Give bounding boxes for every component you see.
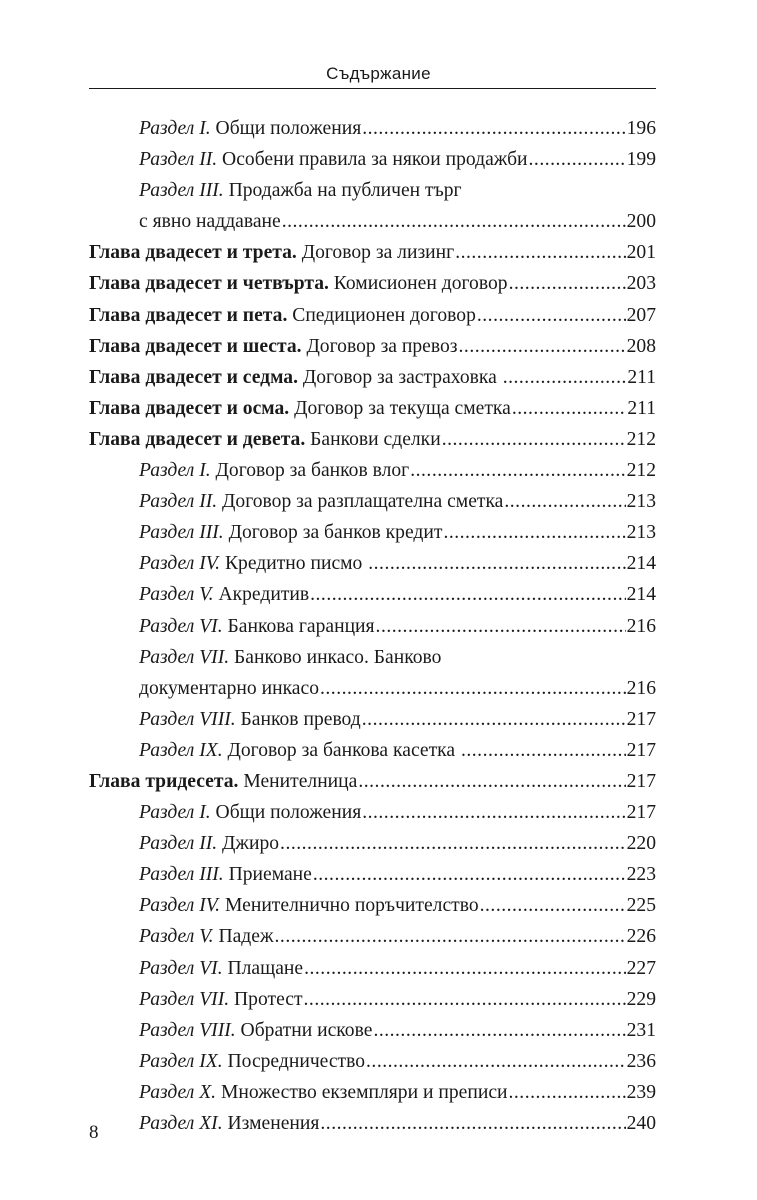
toc-entry-label bbox=[139, 486, 503, 517]
toc-section-number: Раздел V. bbox=[139, 926, 214, 948]
toc-chapter-number: Глава двадесет и седма. bbox=[89, 366, 298, 388]
toc-entry-title: Банкова гаранция bbox=[222, 615, 375, 637]
toc-entry-label bbox=[139, 1046, 365, 1077]
toc-chapter-row bbox=[89, 393, 656, 424]
toc-section-number: Раздел VII. bbox=[139, 646, 230, 668]
toc-page-number: 211 bbox=[627, 397, 656, 419]
toc-page-number: 196 bbox=[626, 118, 656, 139]
toc-section-row bbox=[89, 486, 656, 517]
toc-page-number: 220 bbox=[626, 833, 656, 855]
toc-section-number: Раздел VIII. bbox=[139, 708, 236, 730]
toc-chapter-row bbox=[89, 237, 656, 268]
toc-leader-dots bbox=[509, 268, 626, 299]
toc-entry-title: Акредитив bbox=[213, 584, 310, 606]
toc-entry-label bbox=[139, 890, 479, 921]
toc-leader-dots bbox=[368, 548, 625, 579]
toc-leader-dots bbox=[459, 331, 626, 362]
toc-entry-label bbox=[139, 1077, 508, 1108]
toc-section-row bbox=[89, 611, 656, 642]
toc-page-number: 223 bbox=[626, 864, 656, 886]
toc-leader-dots bbox=[461, 735, 626, 766]
toc-leader-dots bbox=[362, 704, 626, 735]
toc-page-number: 208 bbox=[626, 335, 656, 357]
toc-section-number: Раздел V. bbox=[139, 584, 214, 606]
toc-leader-dots bbox=[455, 237, 625, 268]
toc-chapter-number: Глава двадесет и пета. bbox=[89, 304, 288, 326]
toc-entry-label bbox=[139, 1015, 372, 1046]
toc-page-number: 207 bbox=[626, 304, 656, 326]
toc-entry-title: с явно наддаване bbox=[139, 211, 281, 233]
running-header-title: Съдържание bbox=[326, 64, 431, 83]
toc-entry-title: Особени правила за някои продажби bbox=[217, 149, 528, 171]
toc-chapter-number: Глава тридесета. bbox=[89, 770, 239, 792]
toc-leader-dots bbox=[512, 393, 627, 424]
toc-page-number: 240 bbox=[626, 1113, 656, 1134]
toc-entry-label bbox=[139, 797, 361, 828]
toc-entry-title: Изменения bbox=[222, 1113, 320, 1134]
toc-section-row bbox=[89, 859, 656, 890]
toc-entry-title: Обратни искове bbox=[235, 1019, 373, 1041]
toc-section-row bbox=[89, 144, 656, 175]
toc-page-number: 214 bbox=[626, 584, 656, 606]
toc-page-number: 213 bbox=[626, 522, 656, 544]
toc-entry-label bbox=[139, 1108, 319, 1139]
toc-page-number: 201 bbox=[626, 242, 656, 264]
toc-page-number: 216 bbox=[626, 677, 656, 699]
toc-section-number: Раздел VI. bbox=[139, 957, 223, 979]
toc-page-number: 226 bbox=[626, 926, 656, 948]
toc-entry-title: Договор за разплащателна сметка bbox=[217, 491, 504, 513]
toc-section-number: Раздел X. bbox=[139, 1081, 217, 1103]
toc-entry-label bbox=[139, 579, 309, 610]
toc-section-row bbox=[89, 517, 656, 548]
toc-section-number: Раздел I. bbox=[139, 802, 211, 824]
toc-entry-label bbox=[89, 766, 357, 797]
toc-section-row bbox=[89, 113, 656, 144]
toc-entry-label bbox=[139, 642, 441, 673]
toc-chapter-row bbox=[89, 766, 656, 797]
toc-page-number: 227 bbox=[626, 957, 656, 979]
toc-section-number: Раздел IV. bbox=[139, 553, 221, 575]
toc-entry-label bbox=[89, 393, 511, 424]
page-number: 8 bbox=[89, 1122, 99, 1143]
toc-section-number: Раздел II. bbox=[139, 833, 218, 855]
toc-entry-label bbox=[89, 268, 508, 299]
toc-entry-title: Менителнично поръчителство bbox=[220, 895, 479, 917]
toc-page-number: 199 bbox=[626, 149, 656, 171]
toc-entry-label bbox=[139, 517, 442, 548]
toc-leader-dots bbox=[504, 486, 625, 517]
toc-chapter-number: Глава двадесет и четвърта. bbox=[89, 273, 329, 295]
toc-entry-title: Договор за банкова касетка bbox=[222, 739, 460, 761]
toc-page-number: 217 bbox=[626, 708, 656, 730]
table-of-contents bbox=[89, 113, 656, 1139]
toc-leader-dots bbox=[410, 455, 625, 486]
toc-entry-title: Общи положения bbox=[210, 118, 362, 139]
toc-section-number: Раздел II. bbox=[139, 491, 218, 513]
toc-section-row bbox=[89, 1108, 656, 1139]
toc-entry-label bbox=[89, 237, 454, 268]
toc-section-number: Раздел XI. bbox=[139, 1113, 223, 1134]
toc-section-row bbox=[89, 455, 656, 486]
toc-section-number: Раздел IV. bbox=[139, 895, 221, 917]
toc-page-number: 212 bbox=[626, 428, 656, 450]
toc-entry-title: Падеж bbox=[213, 926, 274, 948]
toc-page-number: 217 bbox=[626, 802, 656, 824]
toc-leader-dots bbox=[304, 984, 626, 1015]
toc-leader-dots bbox=[503, 362, 627, 393]
toc-page-number: 216 bbox=[626, 615, 656, 637]
toc-entry-label bbox=[89, 424, 441, 455]
toc-entry-title: Менителница bbox=[238, 770, 358, 792]
toc-leader-dots bbox=[529, 144, 626, 175]
toc-entry-title: Договор за лизинг bbox=[296, 242, 455, 264]
toc-leader-dots bbox=[362, 113, 625, 144]
toc-entry-label bbox=[89, 300, 476, 331]
header-rule bbox=[89, 88, 656, 89]
toc-section-row bbox=[89, 175, 656, 206]
toc-page-number: 213 bbox=[626, 491, 656, 513]
toc-entry-title: Протест bbox=[229, 988, 303, 1010]
toc-entry-title: Банкови сделки bbox=[305, 428, 441, 450]
toc-entry-label bbox=[139, 113, 361, 144]
toc-leader-dots bbox=[509, 1077, 626, 1108]
toc-section-row bbox=[89, 984, 656, 1015]
toc-entry-title: документарно инкасо bbox=[139, 677, 319, 699]
toc-entry-title: Договор за текуща сметка bbox=[289, 397, 511, 419]
toc-entry-title: Банково инкасо. Банково bbox=[229, 646, 442, 668]
toc-chapter-row bbox=[89, 268, 656, 299]
toc-leader-dots bbox=[358, 766, 625, 797]
toc-entry-title: Комисионен договор bbox=[328, 273, 508, 295]
toc-section-number: Раздел VIII. bbox=[139, 1019, 236, 1041]
toc-entry-title: Договор за банков кредит bbox=[223, 522, 443, 544]
toc-entry-title: Спедиционен договор bbox=[287, 304, 476, 326]
toc-page-number: 236 bbox=[626, 1050, 656, 1072]
toc-entry-label bbox=[89, 331, 458, 362]
toc-entry-label bbox=[139, 175, 462, 206]
toc-section-row bbox=[89, 797, 656, 828]
toc-leader-dots bbox=[477, 300, 626, 331]
toc-section-number: Раздел I. bbox=[139, 118, 211, 139]
toc-leader-dots bbox=[362, 797, 625, 828]
toc-section-number: Раздел I. bbox=[139, 460, 211, 482]
toc-page-number: 212 bbox=[626, 460, 656, 482]
toc-entry-label bbox=[139, 673, 319, 704]
toc-chapter-number: Глава двадесет и трета. bbox=[89, 242, 297, 264]
toc-entry-label bbox=[139, 206, 281, 237]
toc-chapter-row bbox=[89, 331, 656, 362]
toc-entry-label bbox=[89, 362, 502, 393]
toc-entry-title: Договор за банков влог bbox=[210, 460, 410, 482]
toc-section-number: Раздел IX. bbox=[139, 739, 223, 761]
toc-entry-title: Множество екземпляри и преписи bbox=[216, 1081, 508, 1103]
toc-leader-dots bbox=[320, 673, 626, 704]
toc-section-number: Раздел III. bbox=[139, 864, 224, 886]
toc-section-row bbox=[89, 953, 656, 984]
toc-chapter-number: Глава двадесет и осма. bbox=[89, 397, 290, 419]
toc-entry-title: Кредитно писмо bbox=[220, 553, 368, 575]
toc-entry-label bbox=[139, 828, 279, 859]
toc-section-number: Раздел III. bbox=[139, 180, 224, 202]
toc-leader-dots bbox=[442, 424, 626, 455]
toc-section-row bbox=[89, 828, 656, 859]
toc-section-row bbox=[89, 642, 656, 673]
toc-section-row bbox=[89, 704, 656, 735]
toc-section-number: Раздел IX. bbox=[139, 1050, 223, 1072]
toc-entry-label bbox=[139, 548, 367, 579]
toc-section-number: Раздел II. bbox=[139, 149, 218, 171]
toc-page-number: 225 bbox=[626, 895, 656, 917]
toc-section-row bbox=[89, 206, 656, 237]
toc-section-row bbox=[89, 890, 656, 921]
toc-section-row bbox=[89, 1046, 656, 1077]
toc-entry-title: Договор за превоз bbox=[301, 335, 458, 357]
toc-leader-dots bbox=[320, 1108, 625, 1139]
toc-entry-label bbox=[139, 921, 274, 952]
toc-section-row bbox=[89, 921, 656, 952]
toc-leader-dots bbox=[304, 953, 626, 984]
toc-leader-dots bbox=[310, 579, 625, 610]
toc-section-number: Раздел III. bbox=[139, 522, 224, 544]
toc-page-number: 217 bbox=[626, 770, 656, 792]
toc-entry-title: Банков превод bbox=[235, 708, 361, 730]
toc-entry-label bbox=[139, 859, 312, 890]
toc-page-number: 229 bbox=[626, 988, 656, 1010]
toc-entry-label bbox=[139, 735, 460, 766]
toc-section-row bbox=[89, 548, 656, 579]
toc-page-number: 200 bbox=[626, 211, 656, 233]
toc-entry-title: Общи положения bbox=[210, 802, 362, 824]
toc-chapter-number: Глава двадесет и девета. bbox=[89, 428, 306, 450]
toc-section-row bbox=[89, 1015, 656, 1046]
toc-entry-title: Приемане bbox=[223, 864, 312, 886]
toc-leader-dots bbox=[376, 611, 626, 642]
toc-entry-label bbox=[139, 953, 303, 984]
toc-chapter-row bbox=[89, 424, 656, 455]
toc-page-number: 239 bbox=[626, 1081, 656, 1103]
toc-section-number: Раздел VII. bbox=[139, 988, 230, 1010]
toc-entry-title: Плащане bbox=[222, 957, 304, 979]
toc-leader-dots bbox=[313, 859, 626, 890]
toc-chapter-row bbox=[89, 362, 656, 393]
toc-entry-label bbox=[139, 455, 409, 486]
toc-section-row bbox=[89, 579, 656, 610]
toc-page-number: 214 bbox=[626, 553, 656, 575]
toc-entry-title: Посредничество bbox=[222, 1050, 366, 1072]
toc-leader-dots bbox=[443, 517, 625, 548]
toc-leader-dots bbox=[282, 206, 626, 237]
toc-entry-title: Джиро bbox=[217, 833, 280, 855]
toc-entry-label bbox=[139, 704, 361, 735]
toc-page-number: 211 bbox=[627, 366, 656, 388]
toc-page-number: 217 bbox=[626, 739, 656, 761]
toc-chapter-row bbox=[89, 300, 656, 331]
toc-section-number: Раздел VI. bbox=[139, 615, 223, 637]
toc-section-row bbox=[89, 735, 656, 766]
toc-leader-dots bbox=[480, 890, 626, 921]
toc-page-number: 203 bbox=[626, 273, 656, 295]
toc-leader-dots bbox=[373, 1015, 625, 1046]
toc-section-row bbox=[89, 673, 656, 704]
toc-page-number: 231 bbox=[626, 1019, 656, 1041]
toc-entry-title: Продажба на публичен търг bbox=[223, 180, 462, 202]
toc-entry-title: Договор за застраховка bbox=[298, 366, 502, 388]
toc-entry-label bbox=[139, 984, 303, 1015]
toc-leader-dots bbox=[275, 921, 626, 952]
toc-section-row bbox=[89, 1077, 656, 1108]
toc-entry-label bbox=[139, 144, 528, 175]
toc-leader-dots bbox=[366, 1046, 626, 1077]
toc-chapter-number: Глава двадесет и шеста. bbox=[89, 335, 302, 357]
toc-entry-label bbox=[139, 611, 375, 642]
toc-leader-dots bbox=[280, 828, 626, 859]
